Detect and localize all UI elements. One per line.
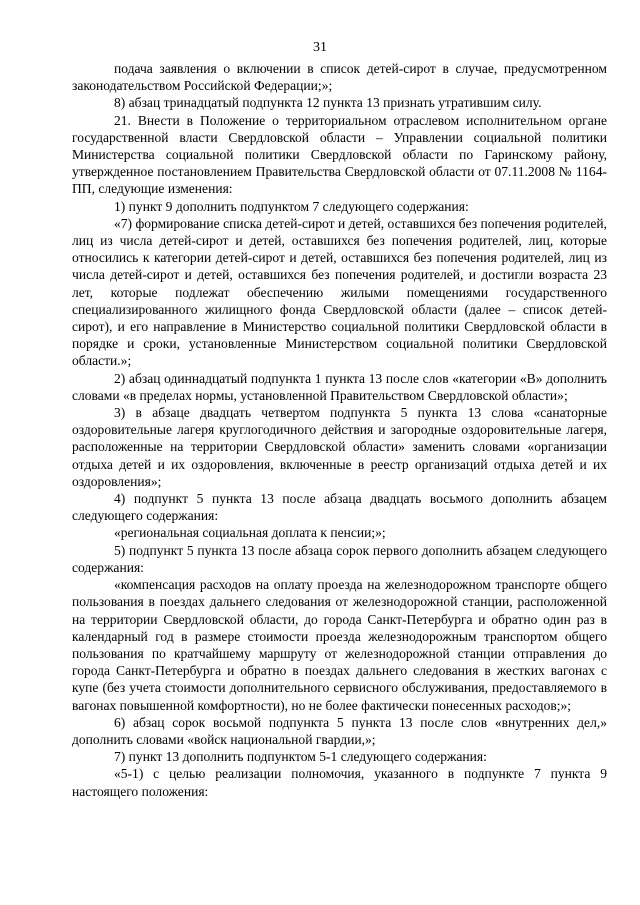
paragraph-13: 7) пункт 13 дополнить подпунктом 5-1 следующего содержания: <box>114 749 487 765</box>
paragraph-8: 4) подпункт 5 пункта 13 после абзаца двадцать восьмого дополнить абзацем следующего содержания: <box>72 491 607 524</box>
paragraph-2: 8) абзац тринадцатый подпункта 12 пункта 13 признать утратившим силу. <box>114 95 542 111</box>
paragraph-11: «компенсация расходов на оплату проезда на железнодорожном транспорте общего пользования в поездах дальнего следования от железнодорожной станции, расположенной на территории Свердловской области, до города Санкт-Петербурга и обратно один раз в календарный год в размере стоимости проезда железнодорожным транспортом общего пользования по кратчайшему маршруту от железнодорожной станции отправления до города Санкт-Петербурга и обратно в поездах дальнего следования в жестких вагонах с купе (без учета стоимости дополнительного сервисного обслуживания, предоставляемого в вагонах повышенной комфортности), но не более фактически понесенных расходов;»; <box>72 577 607 713</box>
paragraph-7: 3) в абзаце двадцать четвертом подпункта 5 пункта 13 слова «санаторные оздоровительные лагеря круглогодичного действия и загородные оздоровительные лагеря, расположенные на территории Свердловской области» заменить словами «организации отдыха детей и их оздоровления, включенные в реестр организаций отдыха детей и их оздоровления»; <box>72 405 607 489</box>
paragraph-4: 1) пункт 9 дополнить подпунктом 7 следующего содержания: <box>114 198 469 214</box>
paragraph-5: «7) формирование списка детей-сирот и детей, оставшихся без попечения родителей, лиц из числа детей-сирот и детей, оставшихся без попечения родителей, лиц, которые относились к категории детей-сирот и детей, оставшихся без попечения родителей, лиц из числа детей-сирот и детей, оставшихся без попечения родителей, и достигли возраста 23 лет, которые подлежат обеспечению жилыми помещениями государственного специализированного жилищного фонда Свердловской области (далее – список детей-сирот), и его направление в Министерство социальной политики Свердловской области в порядке и сроки, установленные Министерством социальной политики Свердловской области.»; <box>72 215 607 369</box>
paragraph-9: «региональная социальная доплата к пенсии;»; <box>114 525 386 541</box>
paragraph-12: 6) абзац сорок восьмой подпункта 5 пункта 13 после слов «внутренних дел,» дополнить словами «войск национальной гвардии,»; <box>72 714 607 747</box>
document-body <box>72 60 607 800</box>
paragraph-10: 5) подпункт 5 пункта 13 после абзаца сорок первого дополнить абзацем следующего содержания: <box>72 542 607 575</box>
paragraph-3: 21. Внести в Положение о территориальном отраслевом исполнительном органе государственной власти Свердловской области – Управлении социальной политики Министерства социальной политики Свердловской области по Гаринскому району, утвержденное постановлением Правительства Свердловской области от 07.11.2008 № 1164-ПП, следующие изменения: <box>72 112 607 197</box>
paragraph-1: подача заявления о включении в список детей-сирот в случае, предусмотренном законодательством Российской Федерации;»; <box>72 61 607 94</box>
paragraph-6: 2) абзац одиннадцатый подпункта 1 пункта 13 после слов «категории «В» дополнить словами «в пределах нормы, установленной Правительством Свердловской области»; <box>72 370 607 403</box>
page-number: 31 <box>313 40 327 55</box>
paragraph-14: «5-1) с целью реализации полномочия, указанного в подпункте 7 пункта 9 настоящего положения: <box>72 766 607 799</box>
